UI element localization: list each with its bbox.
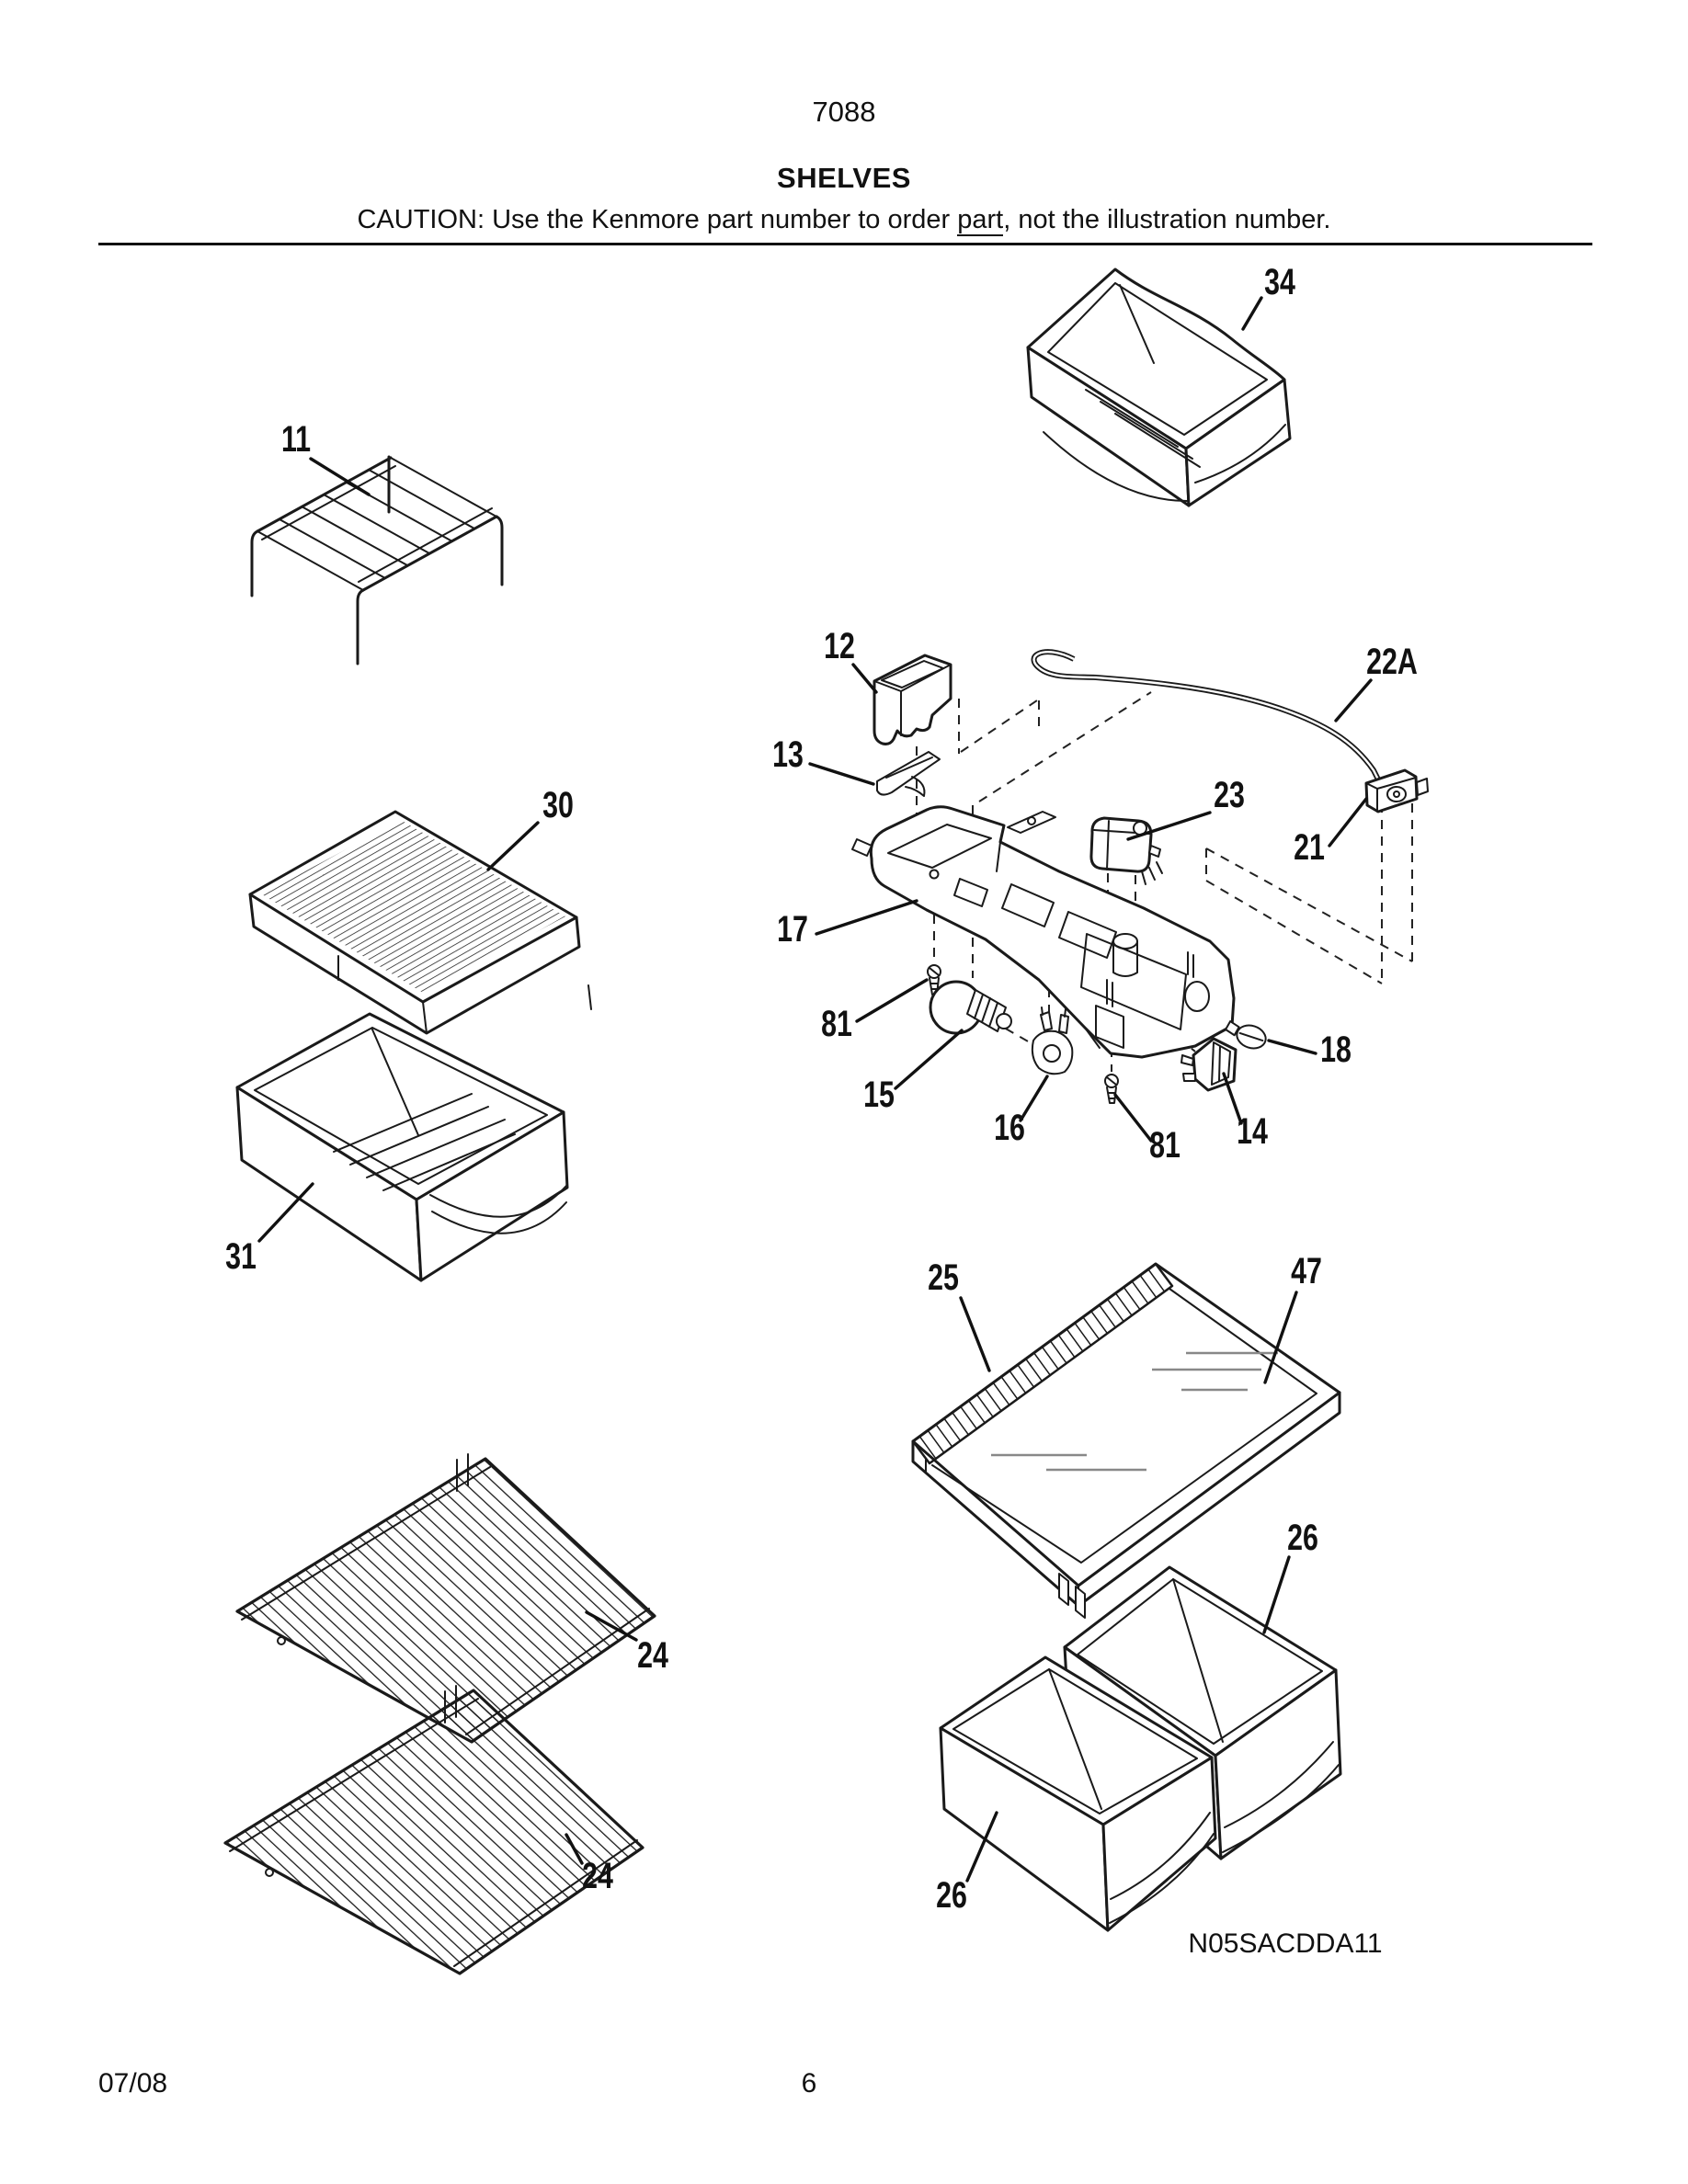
callout-label-18: 18 <box>1320 1028 1352 1071</box>
callout-label-12: 12 <box>824 624 855 667</box>
caution-underlined-word: part <box>957 205 1004 234</box>
part-lamp-socket-16 <box>1032 1007 1072 1074</box>
callout-label-26a: 26 <box>1287 1516 1318 1559</box>
callout-31 <box>225 1184 313 1277</box>
callout-81b <box>1115 1095 1180 1166</box>
callout-12 <box>824 625 876 692</box>
caution-prefix: CAUTION: Use the Kenmore part number to order <box>357 205 958 234</box>
callout-label-16: 16 <box>994 1106 1025 1149</box>
callout-label-34: 34 <box>1264 260 1295 303</box>
callout-label-14: 14 <box>1237 1109 1268 1153</box>
part-light-bulb-15 <box>930 982 1011 1033</box>
callout-26a <box>1264 1517 1318 1632</box>
callout-label-13: 13 <box>772 733 804 776</box>
callout-label-22A: 22A <box>1366 640 1418 683</box>
part-capillary-tube-22A <box>1034 652 1379 781</box>
footer-page-number: 6 <box>801 2068 817 2099</box>
part-glass-shelf-25-47 <box>913 1264 1340 1618</box>
part-wire-rack-11 <box>252 457 502 664</box>
part-deflector-13 <box>877 752 940 796</box>
callout-15 <box>863 1030 962 1115</box>
model-number: 7088 <box>812 96 876 128</box>
callout-label-26b: 26 <box>936 1873 967 1917</box>
part-duct-box-12 <box>874 655 951 744</box>
callout-label-30: 30 <box>542 783 574 826</box>
callout-13 <box>772 734 873 784</box>
callout-label-47: 47 <box>1291 1249 1322 1292</box>
callout-label-11: 11 <box>280 417 312 461</box>
callout-label-81b: 81 <box>1149 1123 1180 1166</box>
callout-label-24a: 24 <box>637 1633 668 1677</box>
callout-14 <box>1224 1074 1268 1152</box>
part-wire-shelf-24b <box>225 1686 643 1974</box>
callout-label-17: 17 <box>777 907 808 950</box>
callout-label-23: 23 <box>1214 773 1245 816</box>
callout-11 <box>281 418 369 495</box>
caution-suffix: , not the illustration number. <box>1003 205 1331 234</box>
callout-34 <box>1243 261 1295 329</box>
callout-30 <box>488 784 574 870</box>
callout-16 <box>994 1076 1047 1148</box>
part-door-bin-34 <box>1028 269 1290 506</box>
part-switch-23 <box>1091 818 1162 884</box>
callout-17 <box>777 901 917 950</box>
callout-label-31: 31 <box>225 1234 257 1278</box>
footer-date: 07/08 <box>98 2068 168 2099</box>
callout-25 <box>928 1257 989 1371</box>
callout-21 <box>1294 799 1366 868</box>
callout-22A <box>1336 641 1418 721</box>
part-crisper-cover-30 <box>250 812 591 1033</box>
callout-81a <box>821 980 927 1044</box>
page-title: SHELVES <box>777 162 911 194</box>
callout-18 <box>1269 1029 1352 1070</box>
callout-label-24b: 24 <box>582 1854 613 1897</box>
callout-label-15: 15 <box>863 1073 895 1116</box>
callout-label-21: 21 <box>1294 825 1325 869</box>
part-screw-81b <box>1105 1075 1118 1103</box>
callout-label-81a: 81 <box>821 1002 852 1045</box>
callout-label-25: 25 <box>928 1256 959 1299</box>
part-crisper-drawer-31 <box>237 1014 567 1280</box>
diagram-code: N05SACDDA11 <box>1188 1928 1383 1959</box>
